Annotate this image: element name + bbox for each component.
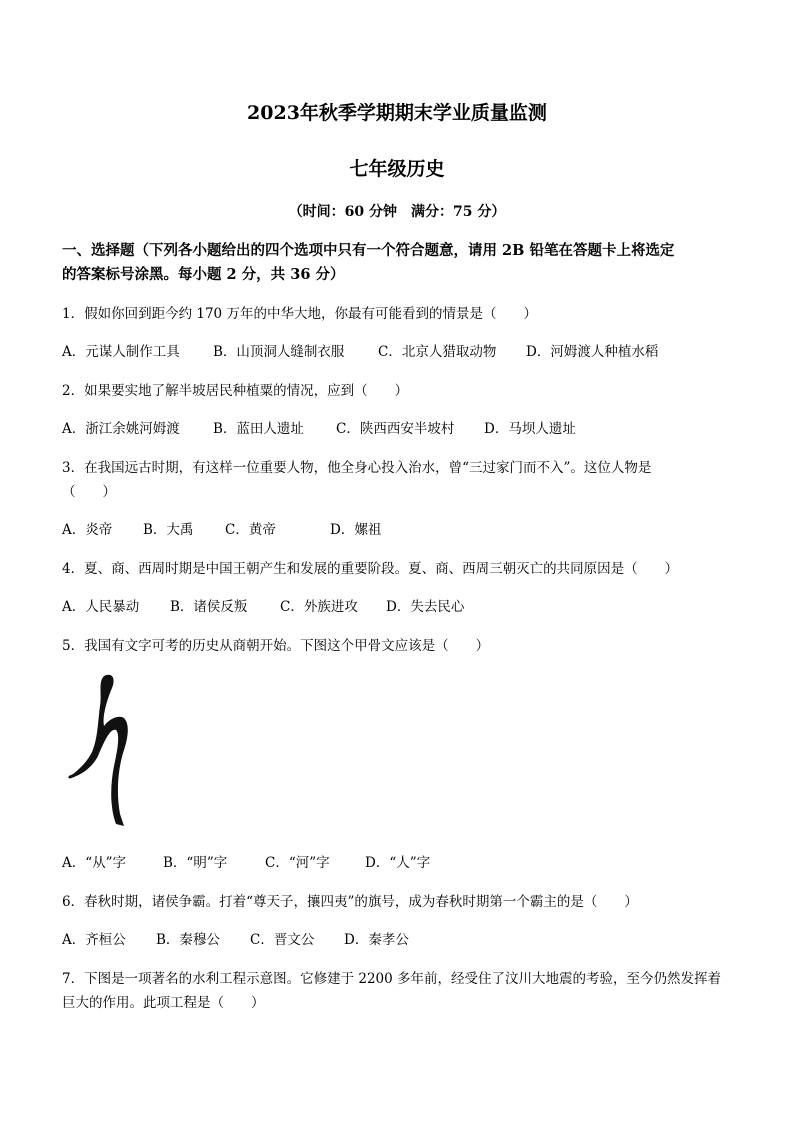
q2-option-b: B．蓝田人遗址 <box>213 421 304 437</box>
q4-option-b: B．诸侯反叛 <box>170 599 248 615</box>
exam-title: 2023年秋季学期期末学业质量监测 <box>247 102 547 124</box>
q6-option-a: A．齐桓公 <box>62 932 126 948</box>
question-2-stem: 2．如果要实地了解半坡居民种植粟的情况，应到（ ） <box>62 383 409 399</box>
section-heading-line2: 的答案标号涂黑。每小题 2 分，共 36 分） <box>62 266 345 283</box>
exam-subtitle: 七年级历史 <box>349 158 445 180</box>
q3-option-c: C．黄帝 <box>225 522 276 538</box>
q1-option-c: C．北京人猎取动物 <box>378 344 497 360</box>
q5-option-d: D．“人”字 <box>365 855 431 871</box>
section-heading-line1: 一、选择题（下列各小题给出的四个选项中只有一个符合题意，请用 2B 铅笔在答题卡上将选定 <box>62 242 675 259</box>
question-3-stem: 3．在我国远古时期，有这样一位重要人物，他全身心投入治水，曾“三过家门而不入”。这位人物是 <box>62 460 652 476</box>
q1-option-a: A．元谋人制作工具 <box>62 344 180 360</box>
q2-option-c: C．陕西西安半坡村 <box>336 421 455 437</box>
q5-option-c: C．“河”字 <box>265 855 330 871</box>
q2-option-a: A．浙江余姚河姆渡 <box>62 421 180 437</box>
oracle-bone-character-icon <box>60 668 144 832</box>
q4-option-c: C．外族进攻 <box>280 599 358 615</box>
question-7-stem-cont: 巨大的作用。此项工程是（ ） <box>62 995 265 1011</box>
question-4-stem: 4．夏、商、西周时期是中国王朝产生和发展的重要阶段。夏、商、西周三朝灭亡的共同原因是（ ） <box>62 561 679 577</box>
question-5-stem: 5．我国有文字可考的历史从商朝开始。下图这个甲骨文应该是（ ） <box>62 638 490 654</box>
question-6-stem: 6．春秋时期，诸侯争霸。打着“尊天子，攘四夷”的旗号，成为春秋时期第一个霸主的是（ ） <box>62 894 638 910</box>
exam-time-info: （时间：60 分钟 满分：75 分） <box>288 204 506 220</box>
q4-option-a: A．人民暴动 <box>62 599 140 615</box>
q6-option-b: B．秦穆公 <box>156 932 220 948</box>
question-7-stem: 7．下图是一项著名的水利工程示意图。它修建于 2200 多年前，经受住了汶川大地震的考验，至今仍然发挥着 <box>62 971 722 987</box>
q6-option-c: C．晋文公 <box>250 932 315 948</box>
q1-option-b: B．山顶洞人缝制衣服 <box>213 344 345 360</box>
q6-option-d: D．秦孝公 <box>344 932 409 948</box>
q4-option-d: D．失去民心 <box>386 599 465 615</box>
q1-option-d: D．河姆渡人种植水稻 <box>526 344 659 360</box>
oracle-bone-character-figure <box>60 668 144 832</box>
q3-option-d: D．嫘祖 <box>330 522 382 538</box>
q5-option-b: B．“明”字 <box>163 855 228 871</box>
q3-option-a: A．炎帝 <box>62 522 113 538</box>
q5-option-a: A．“从”字 <box>62 855 127 871</box>
q2-option-d: D．马坝人遗址 <box>484 421 576 437</box>
question-1-stem: 1．假如你回到距今约 170 万年的中华大地，你最有可能看到的情景是（ ） <box>62 306 537 322</box>
question-3-stem-cont: （ ） <box>62 484 116 500</box>
q3-option-b: B．大禹 <box>143 522 194 538</box>
